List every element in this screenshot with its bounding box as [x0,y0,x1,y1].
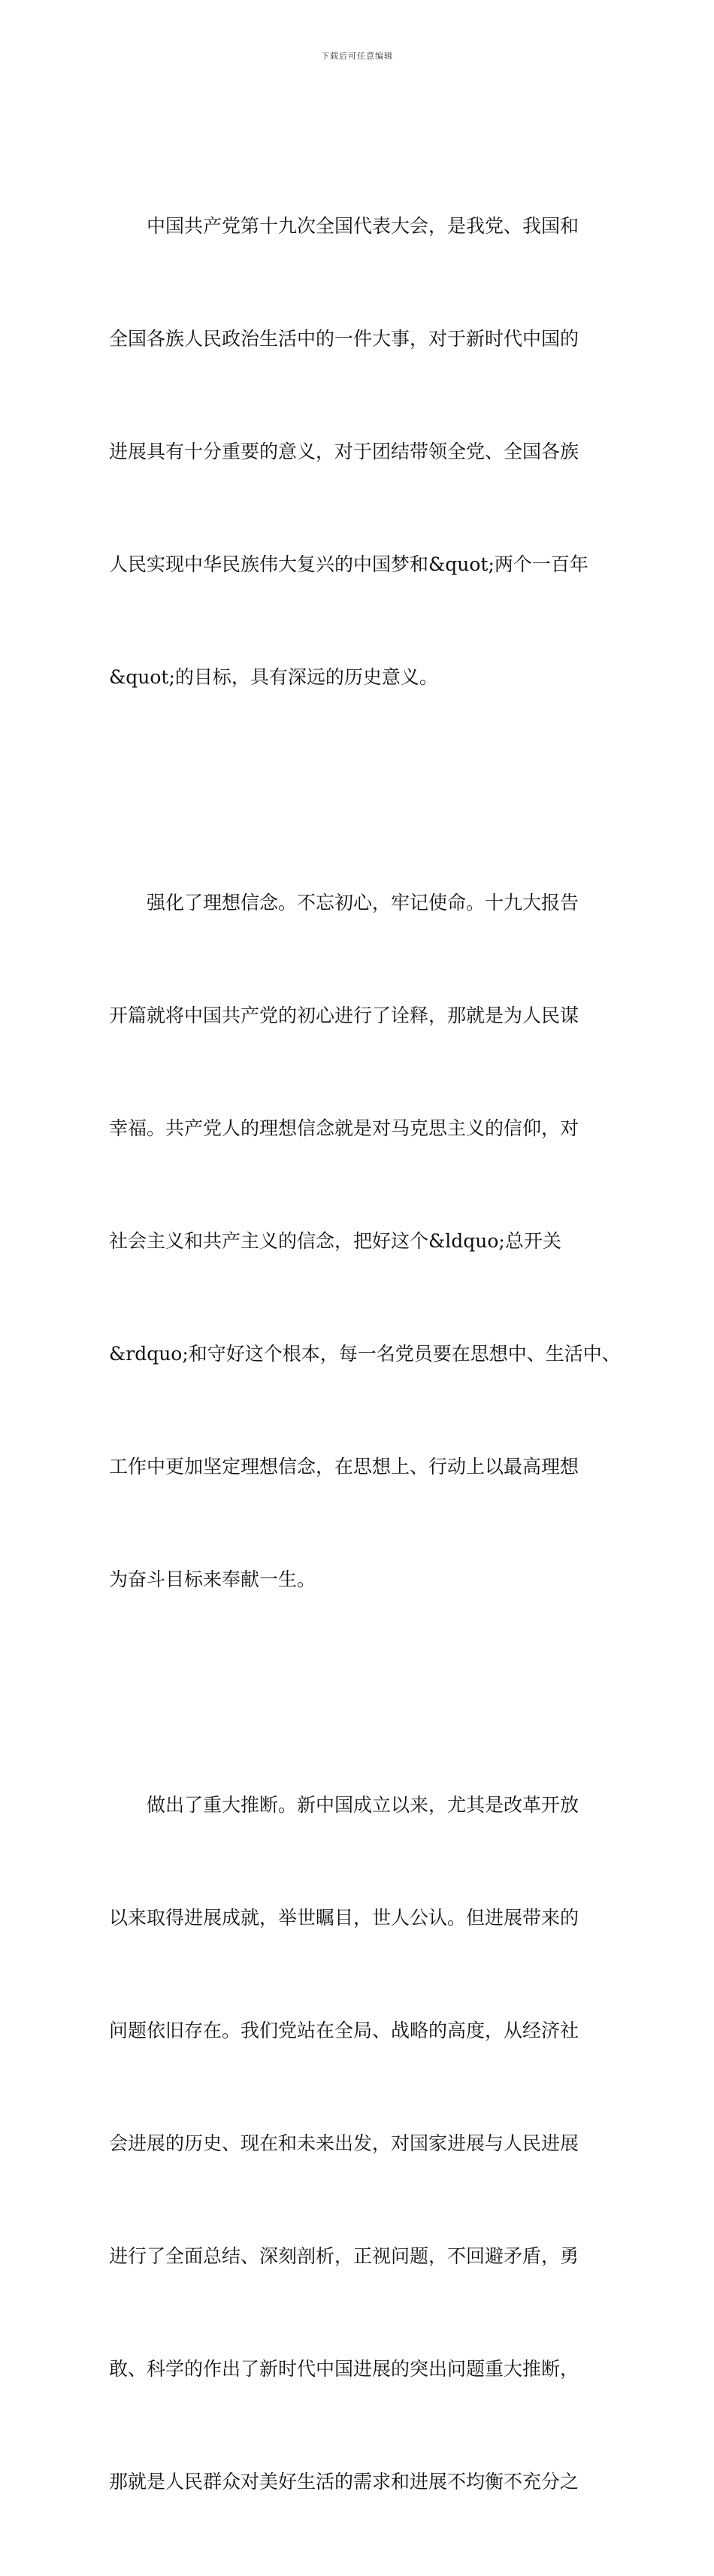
paragraph-line: 幸福。共产党人的理想信念就是对马克思主义的信仰，对 [109,1117,579,1139]
paragraph-line: 那就是人民群众对美好生活的需求和进展不均衡不充分之 [109,2471,579,2493]
paragraph-line: &rdquo;和守好这个根本，每一名党员要在思想中、生活中、 [109,1343,621,1365]
paragraph-line: 开篇就将中国共产党的初心进行了诠释，那就是为人民谋 [109,1005,579,1026]
paragraph-3 [109,1711,609,2576]
document-body [109,132,621,2576]
paragraph-line: 以来取得进展成就，举世瞩目，世人公认。但进展带来的 [109,1907,579,1929]
paragraph-1 [109,132,609,771]
paragraph-line: 会进展的历史、现在和未来出发，对国家进展与人民进展 [109,2132,579,2154]
paragraph-2 [109,809,621,1674]
paragraph-line: 进展具有十分重要的意义，对于团结带领全党、全国各族 [109,441,579,462]
paragraph-line: 进行了全面总结、深刻剖析，正视问题，不回避矛盾，勇 [109,2245,579,2267]
paragraph-line: 全国各族人民政治生活中的一件大事，对于新时代中国的 [109,328,579,350]
paragraph-line: &quot;的目标，具有深远的历史意义。 [109,666,438,688]
paragraph-line: 做出了重大推断。新中国成立以来，尤其是改革开放 [109,1794,579,1816]
paragraph-line: 工作中更加坚定理想信念，在思想上、行动上以最高理想 [109,1456,579,1477]
paragraph-spacer [109,771,609,809]
paragraph-line: 中国共产党第十九次全国代表大会，是我党、我国和 [109,215,579,237]
paragraph-line: 敢、科学的作出了新时代中国进展的突出问题重大推断， [109,2358,579,2380]
paragraph-line: 人民实现中华民族伟大复兴的中国梦和&quot;两个一百年 [109,553,588,575]
paragraph-line: 强化了理想信念。不忘初心，牢记使命。十九大报告 [109,892,579,914]
paragraph-spacer [109,1674,609,1711]
page-header: 下载后可任意编辑 [321,51,393,61]
paragraph-line: 为奋斗目标来奉献一生。 [109,1568,316,1590]
paragraph-line: 问题依旧存在。我们党站在全局、战略的高度，从经济社 [109,2020,579,2041]
paragraph-line: 社会主义和共产主义的信念，把好这个&ldquo;总开关 [109,1230,561,1252]
